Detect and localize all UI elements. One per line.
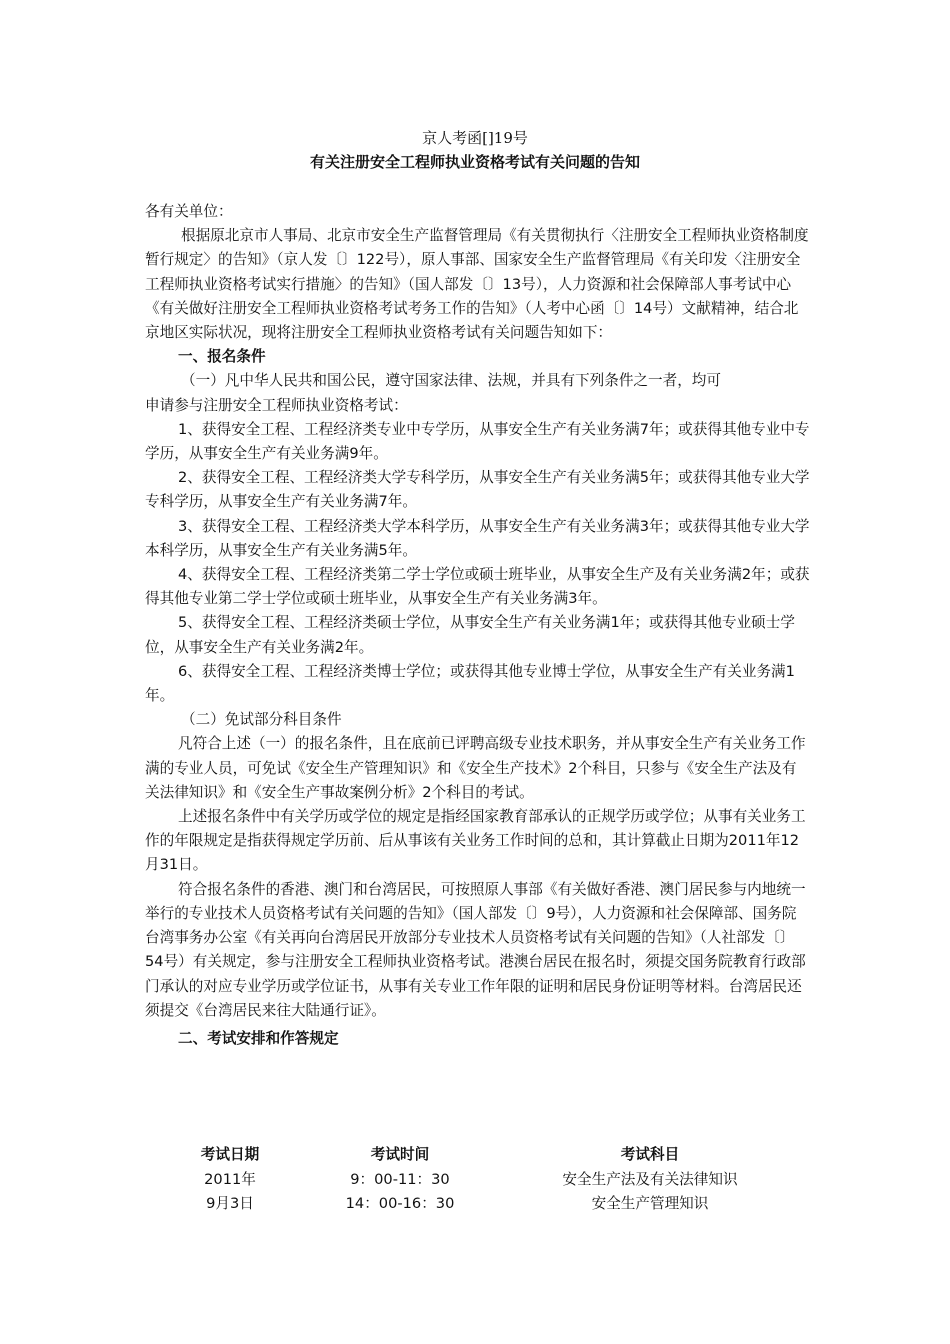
exam-date-cell: 2011年 <box>204 1170 256 1188</box>
reference-number: 京人考函[]19号 <box>422 129 528 147</box>
table-header-row <box>150 1140 810 1166</box>
condition-3: 3、获得安全工程、工程经济类大学本科学历，从事安全生产有关业务满3年；或获得其他专业大学本科学历，从事安全生产有关业务满5年。 <box>145 517 810 559</box>
table-row <box>150 1166 810 1190</box>
exam-date-cell: 9月3日 <box>206 1194 254 1212</box>
exam-subject-cell: 安全生产法及有关法律知识 <box>562 1170 738 1188</box>
exam-schedule-table <box>150 1140 810 1214</box>
header-exam-time: 考试时间 <box>370 1145 430 1163</box>
condition-2: 2、获得安全工程、工程经济类大学专科学历，从事安全生产有关业务满5年；或获得其他专业大学专科学历，从事安全生产有关业务满7年。 <box>145 469 810 511</box>
subsection2-heading: （二）免试部分科目条件 <box>181 711 342 729</box>
subsection1-heading-text: （一）凡中华人民共和国公民，遵守国家法律、法规，并具有下列条件之一者，均可 <box>181 372 721 390</box>
section2-heading: 二、考试安排和作答规定 <box>178 1029 339 1047</box>
header-exam-subject: 考试科目 <box>620 1145 680 1163</box>
exemption-paragraph: 凡符合上述（一）的报名条件，且在底前已评聘高级专业技术职务，并从事安全生产有关业务工作满的专业人员，可免试《安全生产管理知识》和《安全生产技术》2个科目，只参与《安全生产法及有关法律知识》和《安全生产事故案例分析》2个科目的考试。 <box>145 735 806 801</box>
subsection1-heading <box>145 369 810 393</box>
exam-subject-cell: 安全生产管理知识 <box>591 1194 709 1212</box>
salutation: 各有关单位： <box>145 203 233 220</box>
exam-time-cell: 9：00-11：30 <box>350 1170 450 1188</box>
table-row <box>150 1190 810 1214</box>
condition-4: 4、获得安全工程、工程经济类第二学士学位或硕士班毕业，从事安全生产及有关业务满2年；或获得其他专业第二学士学位或硕士班毕业，从事安全生产有关业务满3年。 <box>145 566 810 608</box>
section1-heading: 一、报名条件 <box>178 348 266 366</box>
exam-time-cell: 14：00-16：30 <box>345 1194 455 1212</box>
document-body <box>145 200 810 1051</box>
condition-1: 1、获得安全工程、工程经济类专业中专学历，从事安全生产有关业务满7年；或获得其他专业中专学历，从事安全生产有关业务满9年。 <box>145 420 810 463</box>
condition-6: 6、获得安全工程、工程经济类博士学位；或获得其他专业博士学位，从事安全生产有关业务满1年。 <box>145 662 795 705</box>
intro-paragraph: 根据原北京市人事局、北京市安全生产监督管理局《有关贯彻执行〈注册安全工程师执业资格制度暂行规定〉的告知》（京人发〔〕122号），原人事部、国家安全生产监督管理局《有关印发〈注册安全工程师执业资格考试实行措施〉的告知》（国人部发〔〕13号），人力资源和社会保障部人事考试中心《有关做好注册安全工程师执业资格考试考务工作的告知》（人考中心函〔〕14号）文献精神，结合北京地区实际状况，现将注册安全工程师执业资格考试有关问题告知如下： <box>145 227 809 342</box>
hkmt-paragraph: 符合报名条件的香港、澳门和台湾居民，可按照原人事部《有关做好香港、澳门居民参与内地统一举行的专业技术人员资格考试有关问题的告知》（国人部发〔〕9号），人力资源和社会保障部、国务院台湾事务办公室《有关再向台湾居民开放部分专业技术人员资格考试有关问题的告知》（人社部发〔〕54号）有关规定，参与注册安全工程师执业资格考试。港澳台居民在报名时，须提交国务院教育行政部门承认的对应专业学历或学位证书，从事有关专业工作年限的证明和居民身份证明等材料。台湾居民还须提交《台湾居民来往大陆通行证》。 <box>145 880 806 1019</box>
condition-5: 5、获得安全工程、工程经济类硕士学位，从事安全生产有关业务满1年；或获得其他专业硕士学位，从事安全生产有关业务满2年。 <box>145 614 795 656</box>
header-exam-date: 考试日期 <box>200 1145 260 1163</box>
education-paragraph: 上述报名条件中有关学历或学位的规定是指经国家教育部承认的正规学历或学位；从事有关业务工作的年限规定是指获得规定学历前、后从事该有关业务工作时间的总和，其计算截止日期为2011年12月31日。 <box>145 808 806 874</box>
subsection1-heading-continued: 申请参与注册安全工程师执业资格考试： <box>145 396 408 414</box>
document-title: 有关注册安全工程师执业资格考试有关问题的告知 <box>309 153 640 171</box>
